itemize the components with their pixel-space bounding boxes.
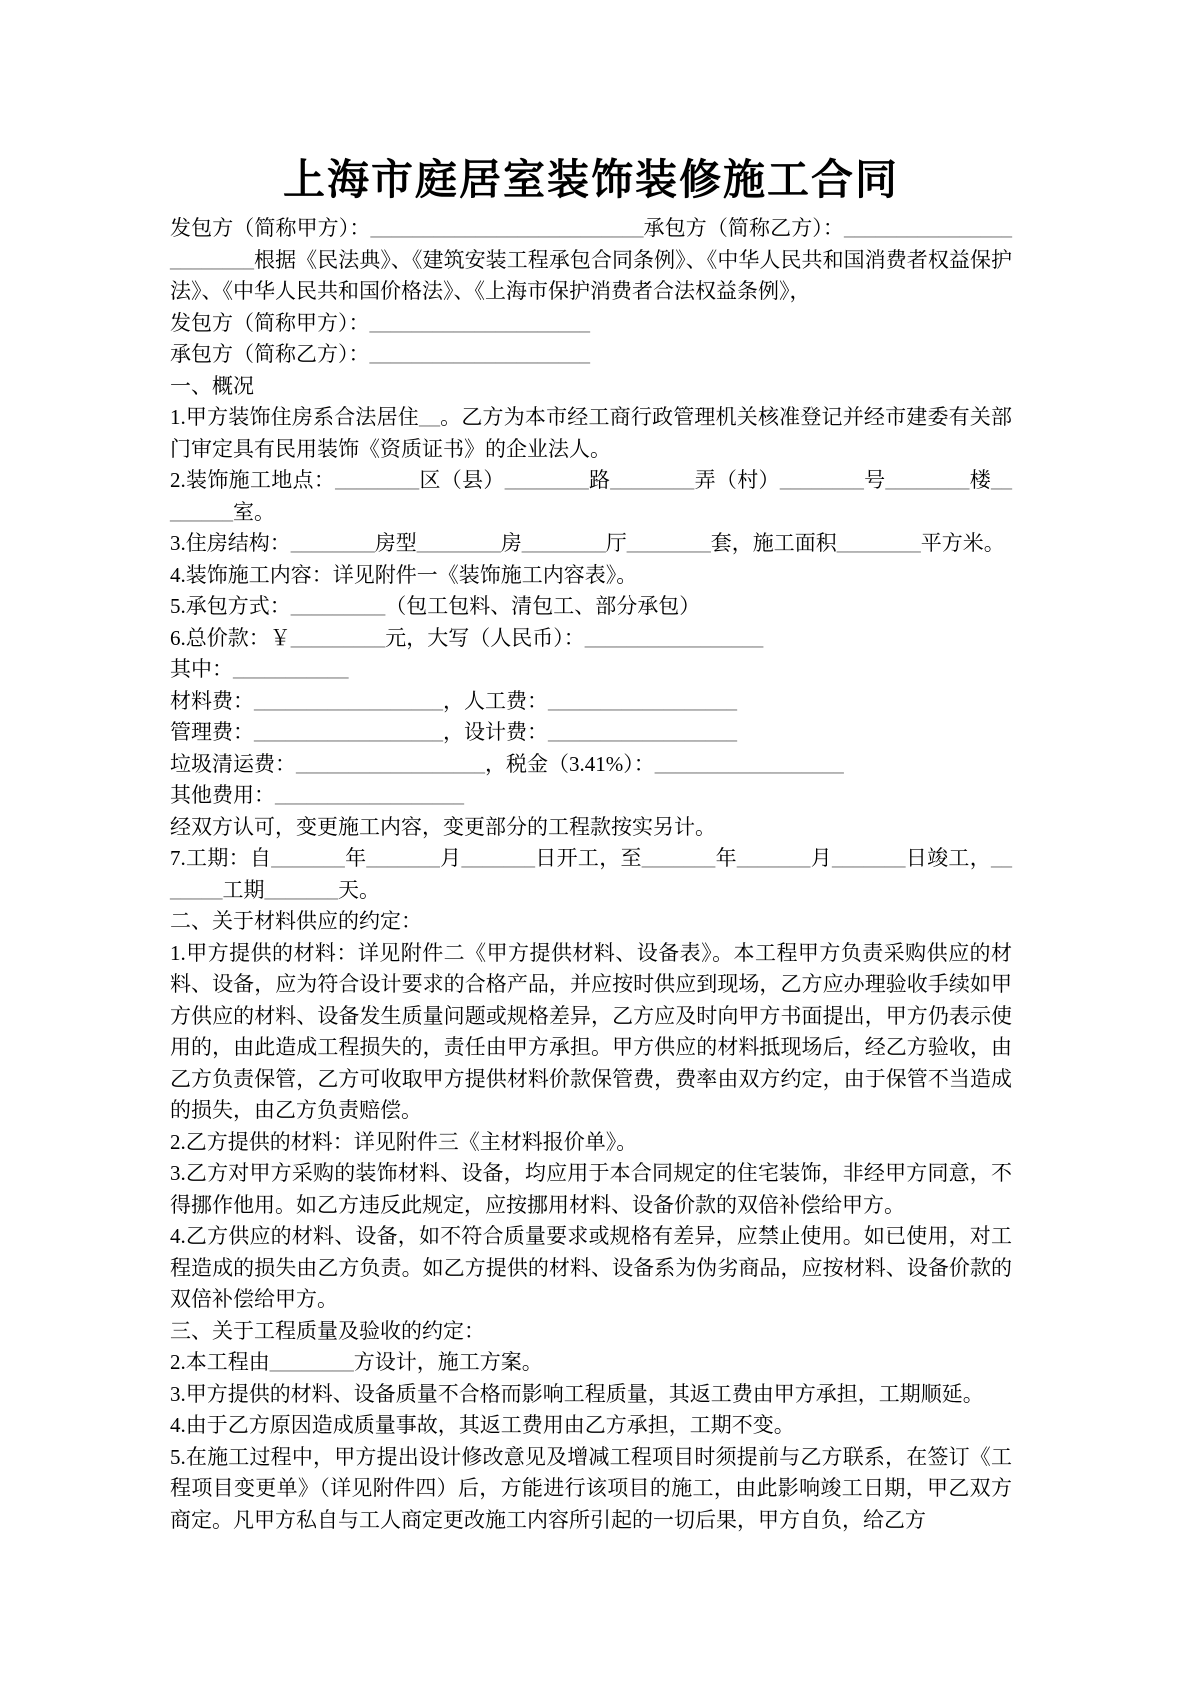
fill-in-blank: _______: [832, 846, 906, 870]
fill-in-blank: __________________: [275, 783, 464, 807]
fill-in-blank: _____________________: [369, 342, 590, 366]
document-title: 上海市庭居室装饰装修施工合同: [282, 158, 899, 204]
fill-in-blank: _______: [264, 877, 338, 902]
paragraph: 材料费：__________________，人工费：__________________: [170, 688, 737, 713]
fill-in-blank: __________________: [254, 688, 443, 713]
paragraph: 发包方（简称甲方）：_____________________: [170, 310, 590, 335]
fill-in-blank: __________________: [548, 688, 737, 713]
fill-in-blank: __________________: [654, 751, 844, 776]
paragraph: 经双方认可，变更施工内容，变更部分的工程款按实另计。: [170, 814, 716, 839]
paragraph: 发包方（简称甲方）：__________________________承包方（简称乙方）：________________________根据《民法典》、《建筑安装工程承包合同条例》、《中华人民共和国消费者权益保护法》、《中华人民共和国价格法》、《上海市保护消费者合法权益条例》，: [170, 216, 1012, 303]
paragraph: 6.总价款：￥_________元，大写（人民币）：_________________: [170, 625, 764, 650]
fill-in-blank: _______: [736, 846, 811, 870]
fill-in-blank: ________: [170, 468, 1013, 524]
paragraph: 3.甲方提供的材料、设备质量不合格而影响工程质量，其返工费由甲方承担，工期顺延。: [170, 1381, 984, 1406]
paragraph: 1.甲方装饰住房系合法居住__。乙方为本市经工商行政管理机关核准登记并经市建委有关部门审定具有民用装饰《资质证书》的企业法人。: [170, 405, 1013, 461]
paragraph: 其中：___________: [170, 657, 349, 681]
paragraph: 4.乙方供应的材料、设备，如不符合质量要求或规格有差异，应禁止使用。如已使用，对工程造成的损失由乙方负责。如乙方提供的材料、设备系为伪劣商品，应按材料、设备价款的双倍补偿给甲方。: [170, 1224, 1012, 1311]
paragraph: 7.工期：自_______年_______月_______日开工，至_______年_______月_______日竣工，_______工期_______天。: [170, 846, 1013, 902]
fill-in-blank: ________: [610, 468, 695, 492]
fill-in-blank: _____________________: [369, 310, 590, 335]
paragraph: 5.承包方式：_________（包工包料、清包工、部分承包）: [170, 594, 701, 618]
paragraph: 5.在施工过程中，甲方提出设计修改意见及增减工程项目时须提前与乙方联系，在签订《工程项目变更单》（详见附件四）后，方能进行该项目的施工，由此影响竣工日期，甲乙双方商定。凡甲方私自与工人商定更改施工内容所引起的一切后果，甲方自负，给乙方: [170, 1444, 1012, 1532]
paragraph: 其他费用：__________________: [170, 783, 464, 807]
fill-in-blank: ________: [269, 1350, 354, 1374]
fill-in-blank: _______: [641, 846, 716, 870]
fill-in-blank: __________________: [296, 751, 485, 776]
fill-in-blank: __________________________: [370, 216, 644, 240]
fill-in-blank: ________: [416, 531, 501, 555]
paragraph: 2.装饰施工地点：________区（县）________路________弄（村）________号________楼________室。: [170, 468, 1013, 524]
fill-in-blank: ________: [885, 468, 970, 492]
fill-in-blank: _________: [290, 594, 386, 618]
fill-in-blank: _________: [290, 625, 386, 650]
paragraph: 承包方（简称乙方）：_____________________: [170, 342, 590, 366]
fill-in-blank: ________________________: [170, 216, 1012, 272]
paragraph: 垃圾清运费：__________________，税金（3.41%）：__________________: [170, 751, 844, 776]
fill-in-blank: ________: [626, 531, 711, 555]
fill-in-blank: __________________: [254, 720, 443, 744]
fill-in-blank: ________: [504, 468, 589, 492]
fill-in-blank: _______: [461, 846, 535, 870]
fill-in-blank: _______: [271, 846, 345, 870]
paragraph: 管理费：__________________，设计费：__________________: [170, 720, 737, 744]
fill-in-blank: _________________: [584, 625, 764, 650]
fill-in-blank: ________: [836, 531, 921, 555]
paragraph: 一、概况: [170, 373, 254, 398]
fill-in-blank: ________: [779, 468, 864, 492]
fill-in-blank: __: [418, 405, 440, 429]
paragraph: 三、关于工程质量及验收的约定：: [170, 1318, 485, 1343]
contract-body: [170, 213, 1012, 1536]
paragraph: 3.乙方对甲方采购的装饰材料、设备，均应用于本合同规定的住宅装饰，非经甲方同意，不得挪作他用。如乙方违反此规定，应按挪用材料、设备价款的双倍补偿给甲方。: [170, 1161, 1012, 1217]
fill-in-blank: _______: [366, 846, 440, 870]
paragraph: 3.住房结构：________房型________房________厅________套，施工面积________平方米。: [170, 531, 1005, 555]
paragraph: 4.由于乙方原因造成质量事故，其返工费用由乙方承担，工期不变。: [170, 1413, 795, 1437]
paragraph: 2.本工程由________方设计，施工方案。: [170, 1350, 543, 1374]
paragraph: 4.装饰施工内容：详见附件一《装饰施工内容表》。: [170, 562, 638, 587]
paragraph: 2.乙方提供的材料：详见附件三《主材料报价单》。: [170, 1129, 638, 1154]
fill-in-blank: _______: [170, 846, 1013, 902]
fill-in-blank: ________: [335, 468, 420, 492]
fill-in-blank: ________: [290, 531, 375, 555]
fill-in-blank: ________: [521, 531, 606, 555]
paragraph: 二、关于材料供应的约定：: [170, 909, 422, 933]
fill-in-blank: __________________: [548, 720, 737, 744]
paragraph: 1.甲方提供的材料：详见附件二《甲方提供材料、设备表》。本工程甲方负责采购供应的材料、设备，应为符合设计要求的合格产品，并应按时供应到现场，乙方应办理验收手续如甲方供应的材料、设备发生质量问题或规格差异，乙方应及时向甲方书面提出，甲方仍表示使用的，由此造成工程损失的，责任由甲方承担。甲方供应的材料抵现场后，经乙方验收，由乙方负责保管，乙方可收取甲方提供材料价款保管费，费率由双方约定，由于保管不当造成的损失，由乙方负责赔偿。: [170, 940, 1012, 1122]
fill-in-blank: ___________: [233, 657, 349, 681]
